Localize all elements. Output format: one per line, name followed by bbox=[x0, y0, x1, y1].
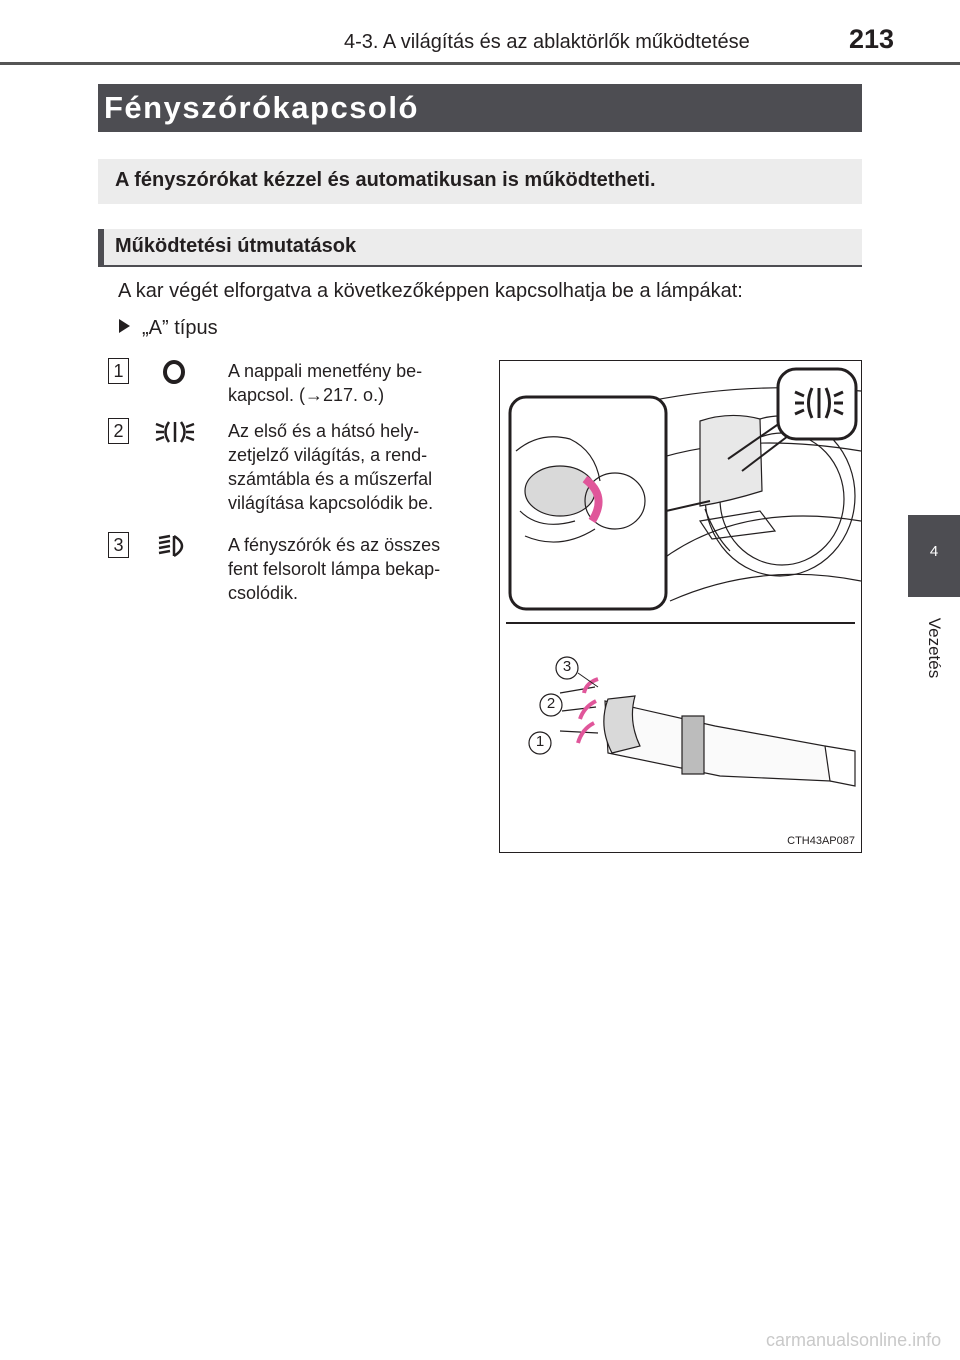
type-label-text: „A” típus bbox=[142, 317, 218, 339]
header-divider bbox=[0, 62, 960, 65]
callout-1-label: 1 bbox=[535, 733, 545, 750]
light-switch-stalk bbox=[560, 687, 855, 786]
subheading-bar bbox=[98, 229, 862, 267]
item-text-1 bbox=[228, 359, 464, 407]
intro-box bbox=[98, 159, 862, 204]
item-1-line: kapcsol. (→217. o.) bbox=[228, 385, 385, 405]
type-label bbox=[119, 317, 218, 340]
item-text-2 bbox=[228, 419, 464, 515]
subheading-accent bbox=[98, 229, 104, 267]
section-title: 4-3. A világítás és az ablaktörlők működtetése bbox=[344, 31, 750, 53]
item-2-line: számtábla és a műszerfal bbox=[228, 469, 433, 489]
headlight-icon bbox=[156, 533, 192, 559]
item-1-line: A nappali menetfény be- bbox=[228, 361, 423, 381]
hand-detail-inset bbox=[510, 397, 710, 609]
item-3-line: fent felsorolt lámpa bekap- bbox=[228, 559, 441, 579]
item-number-3: 3 bbox=[108, 532, 129, 558]
watermark: carmanualsonline.info bbox=[766, 1330, 942, 1350]
page-title: Fényszórókapcsoló bbox=[104, 90, 419, 125]
callout-3-label: 3 bbox=[562, 658, 572, 675]
subheading-text: Működtetési útmutatások bbox=[115, 235, 357, 257]
item-number-2: 2 bbox=[108, 418, 129, 444]
page-title-bar bbox=[98, 84, 862, 132]
triangle-bullet-icon bbox=[119, 319, 130, 333]
illustration-drawing bbox=[500, 361, 861, 852]
chapter-tab[interactable] bbox=[908, 515, 960, 597]
item-number-1: 1 bbox=[108, 358, 129, 384]
callout-2-label: 2 bbox=[546, 695, 556, 712]
item-3-line: csolódik. bbox=[228, 583, 299, 603]
daytime-running-light-icon bbox=[160, 359, 190, 385]
chapter-number: 4 bbox=[929, 543, 939, 560]
item-text-3 bbox=[228, 533, 464, 605]
chapter-label: Vezetés bbox=[925, 617, 944, 679]
page-number: 213 bbox=[848, 24, 894, 54]
figure-code: CTH43AP087 bbox=[787, 835, 855, 847]
item-2-line: világítása kapcsolódik be. bbox=[228, 493, 434, 513]
tail-light-icon bbox=[153, 419, 197, 445]
item-2-line: zetjelző világítás, a rend- bbox=[228, 445, 428, 465]
item-3-line: A fényszórók és az összes bbox=[228, 535, 441, 555]
intro-text: A fényszórókat kézzel és automatikusan is működtetheti. bbox=[115, 169, 656, 191]
item-2-line: Az első és a hátsó hely- bbox=[228, 421, 420, 441]
body-text: A kar végét elforgatva a következőképpen kapcsolhatja be a lámpákat: bbox=[118, 280, 743, 302]
headlight-switch-illustration bbox=[499, 360, 862, 853]
